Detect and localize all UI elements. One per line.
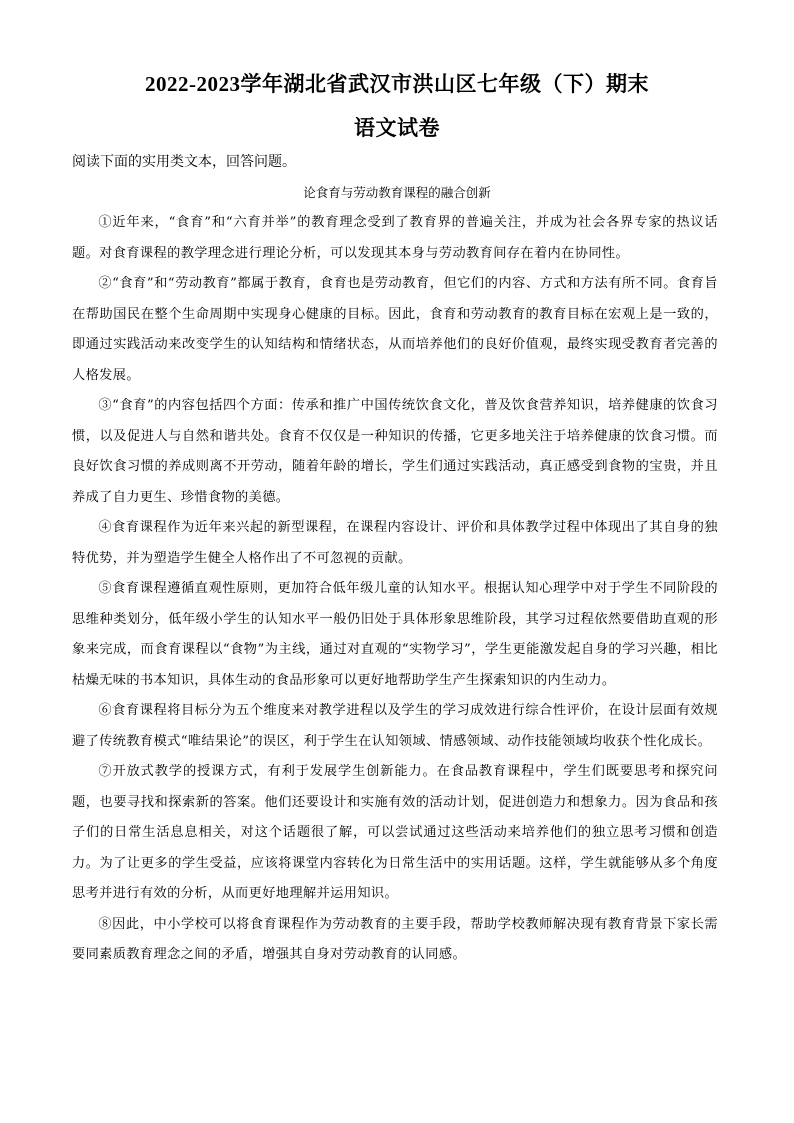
question-instruction: 阅读下面的实用类文本，回答问题。 (72, 154, 296, 170)
article-title: 论食育与劳动教育课程的融合创新 (303, 185, 491, 200)
paragraph-1: ①近年来，“食育”和“六育并举”的教育理念受到了教育界的普遍关注，并成为社会各界专家的热议话题。对食育课程的教学理念进行理论分析，可以发现其本身与劳动教育间存在着内在协同性。 (72, 215, 718, 261)
paragraph-8: ⑧因此，中小学校可以将食育课程作为劳动教育的主要手段，帮助学校教师解决现有教育背景下家长需要同素质教育理念之间的矛盾，增强其自身对劳动教育的认同感。 (72, 916, 718, 962)
paragraph-4: ④食育课程作为近年来兴起的新型课程，在课程内容设计、评价和具体教学过程中体现出了其自身的独特优势，并为塑造学生健全人格作出了不可忽视的贡献。 (72, 520, 718, 566)
paragraph-6: ⑥食育课程将目标分为五个维度来对教学进程以及学生的学习成效进行综合性评价，在设计层面有效规避了传统教育模式“唯结果论”的误区，利于学生在认知领域、情感领域、动作技能领域均收获个性化成长。 (72, 703, 718, 749)
paragraph-5: ⑤食育课程遵循直观性原则，更加符合低年级儿童的认知水平。根据认知心理学中对于学生不同阶段的思维种类划分，低年级小学生的认知水平一般仍旧处于具体形象思维阶段，其学习过程依然要借助直观的形象来完成，而食育课程以“食物”为主线，通过对直观的“实物学习”，学生更能激发起自身的学习兴趣，相比枯燥无味的书本知识，具体生动的食品形象可以更好地帮助学生产生探索知识的内生动力。 (72, 581, 718, 688)
paragraph-7: ⑦开放式教学的授课方式，有利于发展学生创新能力。在食品教育课程中，学生们既要思考和探究问题，也要寻找和探索新的答案。他们还要设计和实施有效的活动计划，促进创造力和想象力。因为食品和孩子们的日常生活息息相关，对这个话题很了解，可以尝试通过这些活动来培养他们的独立思考习惯和创造力。为了让更多的学生受益，应该将课堂内容转化为日常生活中的实用话题。这样，学生就能够从多个角度思考并进行有效的分析，从而更好地理解并运用知识。 (72, 764, 718, 901)
exam-subtitle: 语文试卷 (354, 116, 440, 140)
article-body (72, 208, 718, 971)
paragraph-2: ②“食育”和“劳动教育”都属于教育，食育也是劳动教育，但它们的内容、方式和方法有所不同。食育旨在帮助国民在整个生命周期中实现身心健康的目标。因此，食育和劳动教育的教育目标在宏观上是一致的，即通过实践活动来改变学生的认知结构和情绪状态，从而培养他们的良好价值观，最终实现受教育者完善的人格发展。 (72, 276, 718, 383)
exam-title: 2022-2023学年湖北省武汉市洪山区七年级（下）期末 (145, 72, 649, 96)
paragraph-3: ③“食育”的内容包括四个方面：传承和推广中国传统饮食文化，普及饮食营养知识，培养健康的饮食习惯，以及促进人与自然和谐共处。食育不仅仅是一种知识的传播，它更多地关注于培养健康的饮食习惯。而良好饮食习惯的养成则离不开劳动，随着年龄的增长，学生们通过实践活动，真正感受到食物的宝贵，并且养成了自力更生、珍惜食物的美德。 (72, 398, 718, 505)
